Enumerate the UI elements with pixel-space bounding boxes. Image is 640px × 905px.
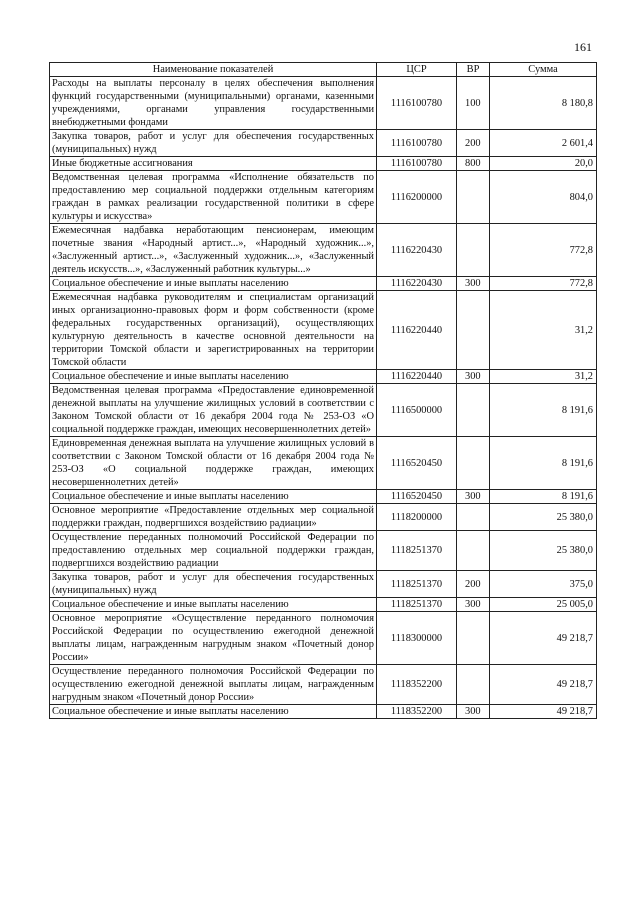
row-name: Социальное обеспечение и иные выплаты населению — [50, 277, 377, 291]
row-vr — [457, 384, 490, 437]
row-csr: 1116220440 — [377, 370, 457, 384]
page-number: 161 — [574, 40, 592, 54]
table-body — [50, 77, 597, 719]
header-name: Наименование показателей — [50, 63, 377, 77]
row-name: Иные бюджетные ассигнования — [50, 157, 377, 171]
row-vr: 300 — [457, 277, 490, 291]
row-sum: 8 180,8 — [490, 77, 597, 130]
table-row — [50, 490, 597, 504]
table-row — [50, 705, 597, 719]
row-sum: 8 191,6 — [490, 490, 597, 504]
row-csr: 1116100780 — [377, 130, 457, 157]
row-name: Расходы на выплаты персоналу в целях обеспечения выполнения функций государственными (муниципальными) органами, казенными учреждениями, органами управления государственными внебюджетными фондами — [50, 77, 377, 130]
row-csr: 1118251370 — [377, 531, 457, 571]
row-csr: 1116220430 — [377, 277, 457, 291]
row-sum: 2 601,4 — [490, 130, 597, 157]
row-vr: 800 — [457, 157, 490, 171]
row-csr: 1118352200 — [377, 665, 457, 705]
row-vr — [457, 531, 490, 571]
table-row — [50, 157, 597, 171]
table-row — [50, 504, 597, 531]
row-vr — [457, 437, 490, 490]
table-row — [50, 171, 597, 224]
table-row — [50, 370, 597, 384]
row-sum: 375,0 — [490, 571, 597, 598]
row-csr: 1116500000 — [377, 384, 457, 437]
row-name: Социальное обеспечение и иные выплаты населению — [50, 705, 377, 719]
row-csr: 1118251370 — [377, 571, 457, 598]
row-vr — [457, 612, 490, 665]
table-header-row — [50, 63, 597, 77]
row-vr — [457, 504, 490, 531]
row-sum: 804,0 — [490, 171, 597, 224]
row-csr: 1116220440 — [377, 291, 457, 370]
row-name: Ежемесячная надбавка неработающим пенсионерам, имеющим почетные звания «Народный артист...», «Народный художник...», «Заслуженный артист...», «Заслуженный художник...», «Заслуженный деятель искусств...», «Заслуженный работник культуры...» — [50, 224, 377, 277]
table-row — [50, 531, 597, 571]
table-row — [50, 277, 597, 291]
row-sum: 31,2 — [490, 291, 597, 370]
header-sum: Сумма — [490, 63, 597, 77]
table-row — [50, 291, 597, 370]
row-name: Социальное обеспечение и иные выплаты населению — [50, 598, 377, 612]
row-name: Ведомственная целевая программа «Предоставление единовременной денежной выплаты на улучшение жилищных условий в соответствии с Законом Томской области от 16 декабря 2004 года № 253-ОЗ «О социальной поддержке граждан, имеющих несовершеннолетних детей» — [50, 384, 377, 437]
table-row — [50, 384, 597, 437]
row-name: Ведомственная целевая программа «Исполнение обязательств по предоставлению мер социальной поддержки отдельным категориям граждан в рамках реализации государственной политики в сфере культуры и искусства» — [50, 171, 377, 224]
row-sum: 25 005,0 — [490, 598, 597, 612]
row-sum: 49 218,7 — [490, 705, 597, 719]
row-sum: 772,8 — [490, 224, 597, 277]
table-row — [50, 130, 597, 157]
row-vr: 100 — [457, 77, 490, 130]
row-csr: 1116100780 — [377, 157, 457, 171]
row-name: Единовременная денежная выплата на улучшение жилищных условий в соответствии с Законом Томской области от 16 декабря 2004 года № 253-ОЗ «О социальной поддержке граждан, имеющих несовершеннолетних детей» — [50, 437, 377, 490]
row-csr: 1116100780 — [377, 77, 457, 130]
row-vr — [457, 171, 490, 224]
header-vr: ВР — [457, 63, 490, 77]
row-csr: 1116520450 — [377, 437, 457, 490]
row-name: Социальное обеспечение и иные выплаты населению — [50, 370, 377, 384]
table-row — [50, 612, 597, 665]
row-sum: 49 218,7 — [490, 612, 597, 665]
row-csr: 1116200000 — [377, 171, 457, 224]
row-vr: 300 — [457, 490, 490, 504]
row-name: Закупка товаров, работ и услуг для обеспечения государственных (муниципальных) нужд — [50, 130, 377, 157]
table-row — [50, 571, 597, 598]
row-vr: 300 — [457, 598, 490, 612]
header-csr: ЦСР — [377, 63, 457, 77]
row-vr: 300 — [457, 705, 490, 719]
row-vr: 200 — [457, 130, 490, 157]
table-row — [50, 77, 597, 130]
table-row — [50, 437, 597, 490]
row-sum: 25 380,0 — [490, 504, 597, 531]
row-sum: 8 191,6 — [490, 384, 597, 437]
row-csr: 1116220430 — [377, 224, 457, 277]
row-name: Осуществление переданного полномочия Российской Федерации по осуществлению ежегодной денежной выплаты лицам, награжденным нагрудным знаком «Почетный донор России» — [50, 665, 377, 705]
row-sum: 8 191,6 — [490, 437, 597, 490]
row-sum: 31,2 — [490, 370, 597, 384]
row-csr: 1118251370 — [377, 598, 457, 612]
row-vr — [457, 665, 490, 705]
row-name: Основное мероприятие «Предоставление отдельных мер социальной поддержки граждан, подвергшихся воздействию радиации» — [50, 504, 377, 531]
budget-table — [49, 62, 597, 719]
row-name: Осуществление переданных полномочий Российской Федерации по предоставлению отдельных мер социальной поддержки граждан, подвергшихся воздействию радиации — [50, 531, 377, 571]
row-vr — [457, 291, 490, 370]
row-sum: 49 218,7 — [490, 665, 597, 705]
row-name: Социальное обеспечение и иные выплаты населению — [50, 490, 377, 504]
table-row — [50, 598, 597, 612]
row-vr: 200 — [457, 571, 490, 598]
row-csr: 1118300000 — [377, 612, 457, 665]
row-csr: 1118200000 — [377, 504, 457, 531]
row-sum: 25 380,0 — [490, 531, 597, 571]
row-vr: 300 — [457, 370, 490, 384]
row-vr — [457, 224, 490, 277]
row-csr: 1118352200 — [377, 705, 457, 719]
table-row — [50, 224, 597, 277]
row-name: Основное мероприятие «Осуществление переданного полномочия Российской Федерации по осуществлению ежегодной денежной выплаты лицам, награжденным нагрудным знаком «Почетный донор России» — [50, 612, 377, 665]
row-name: Закупка товаров, работ и услуг для обеспечения государственных (муниципальных) нужд — [50, 571, 377, 598]
table-row — [50, 665, 597, 705]
row-sum: 20,0 — [490, 157, 597, 171]
row-csr: 1116520450 — [377, 490, 457, 504]
row-name: Ежемесячная надбавка руководителям и специалистам организаций иных организационно-правовых форм и форм собственности (кроме федеральных государственных организаций), осуществляющих культурную деятельность в качестве основной деятельности на территории Томской области и зарегистрированных на территории Томской области — [50, 291, 377, 370]
row-sum: 772,8 — [490, 277, 597, 291]
